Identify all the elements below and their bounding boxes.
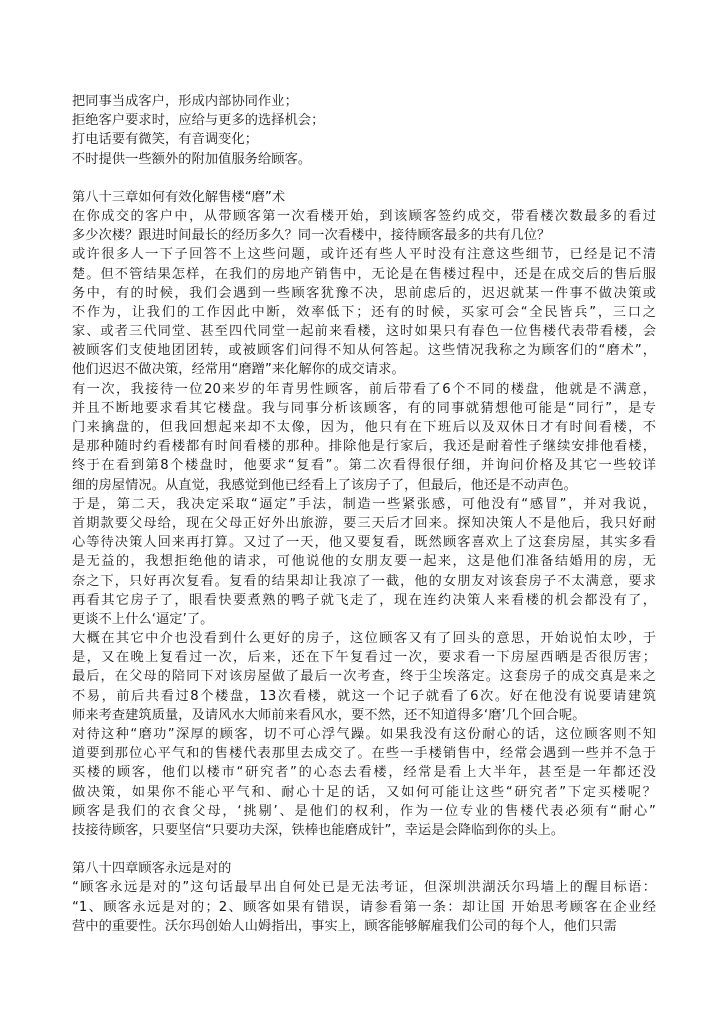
text-line: 奈之下，只好再次复看。复看的结果却让我凉了一截，他的女朋友对该套房子不太满意，要求 [72, 573, 656, 589]
chapter-83-title: 第八十三章如何有效化解售楼“磨”术 [72, 189, 286, 205]
text-line: 营中的重要性。沃尔玛创始人山姆指出，事实上，顾客能够解雇我们公司的每个人，他们只需 [72, 918, 617, 934]
chapter-83 [72, 188, 656, 840]
text-line: 是那种随时约看楼都有时间看楼的那种。排除他是行家后，我还是耐着性子继续安排他看楼， [72, 439, 656, 455]
text-line: 在你成交的客户中，从带顾客第一次看楼开始，到该顾客签约成交，带看楼次数最多的看过 [72, 208, 656, 224]
text-line: 或许很多人一下子回答不上这些问题，或许还有些人平时没有注意这些细节，已经是记不清 [72, 247, 656, 263]
text-line: 道要到那位心平气和的售楼代表那里去成交了。在些一手楼销售中，经常会遇到一些并不急于 [72, 746, 656, 762]
text-line: 技接待顾客，只要坚信“只要功夫深，铁棒也能磨成针”，幸运是会降临到你的头上。 [72, 822, 565, 838]
text-line: 细的房屋情况。从直觉，我感觉到他已经看上了该房子了，但最后，他还是不动声色。 [72, 477, 577, 493]
text-line: 再看其它房子了，眼看快要煮熟的鸭子就飞走了，现在连约决策人来看楼的机会都没有了， [72, 592, 656, 608]
text-line: 是无益的，我想拒绝他的请求，可他说他的女朋友要一起来，这是他们准备结婚用的房，无 [72, 554, 656, 570]
text-line: 心等待决策人回来再打算。又过了一天，他又要复看，既然顾客喜欢上了这套房屋，其实多看 [72, 535, 656, 551]
text-line: 有一次，我接待一位20来岁的年青男性顾客，前后带看了6个不同的楼盘，他就是不满意， [72, 381, 656, 397]
tip-line: 拒绝客户要求时，应给与更多的选择机会； [72, 113, 325, 129]
text-line: 终于在看到第8个楼盘时，他要求“复看”。第二次看得很仔细，并询问价格及其它一些较详 [72, 458, 656, 474]
text-line: 顾客是我们的衣食父母，‘挑剔’、是他们的权利，作为一位专业的售楼代表必须有“耐心” [72, 803, 656, 819]
text-line: 对待这种“磨功”深厚的顾客，切不可心浮气躁。如果我没有这份耐心的话，这位顾客则不知 [72, 727, 656, 742]
text-line: “1、顾客永远是对的；2、顾客如果有错误，请参看第一条：却让国 开始思考顾客在企业经 [72, 899, 656, 915]
tips-list [72, 92, 656, 169]
text-line: 最后，在父母的陪同下对该房屋做了最后一次考查，终于尘埃落定。这套房子的成交真是来之 [72, 669, 656, 685]
chapter-84 [72, 859, 656, 936]
text-line: 做决策，如果你不能心平气和、耐心十足的话，又如何可能让这些“研究者”下定买楼呢？ [72, 784, 656, 800]
text-line: 买楼的顾客，他们以楼市“研究者”的心态去看楼，经常是看上大半年，甚至是一年都还没 [72, 765, 656, 781]
text-line: 并且不断地要求看其它楼盘。我与同事分析该顾客，有的同事就猜想他可能是“同行”，是专 [72, 400, 656, 416]
text-line: 于是，第二天，我决定采取“逼定”手法，制造一些紧张感，可他没有“感冒”，并对我说， [72, 496, 656, 512]
text-line: 不作为，让我们的工作因此中断，效率低下；还有的时候，买家可会“全民皆兵”，三口之 [72, 304, 656, 320]
text-line: 大概在其它中介也没看到什么更好的房子，这位顾客又有了回头的意思，开始说怕太吵，于 [72, 631, 656, 647]
paragraph-gap [72, 169, 656, 188]
text-line: 不易，前后共看过8个楼盘，13次看楼，就这一个记子就看了6次。好在他没有说要请建筑 [72, 688, 656, 704]
text-line: “顾客永远是对的”这句话最早出自何处已是无法考证，但深圳洪湖沃尔玛墙上的醒目标语： [72, 880, 656, 896]
tip-line: 打电话要有微笑，有音调变化； [72, 132, 259, 148]
text-line: 多少次楼？跟进时间最长的经历多久？同一次看楼中，接待顾客最多的共有几位？ [72, 228, 551, 244]
text-line: 楚。但不管结果怎样，在我们的房地产销售中，无论是在售楼过程中，还是在成交后的售后服 [72, 266, 656, 282]
chapter-84-title: 第八十四章顾客永远是对的 [72, 861, 232, 877]
text-line: 是，又在晚上复看过一次，后来，还在下午复看过一次，要求看一下房屋西晒是否很厉害； [72, 650, 656, 666]
text-line: 被顾客们支使地团团转，或被顾客们问得不知从何答起。这些情况我称之为顾客们的“磨术”， [72, 343, 656, 359]
text-line: 他们迟迟不做决策，经常用“磨蹭”来化解你的成交请求。 [72, 362, 405, 378]
chapter-83-body [72, 207, 656, 840]
text-line: 务中，有的时候，我们会遇到一些顾客犹豫不决，思前虑后的，迟迟就某一件事不做决策或 [72, 285, 656, 301]
text-line: 首期款要父母给，现在父母正好外出旅游，要三天后才回来。探知决策人不是他后，我只好耐 [72, 515, 656, 531]
text-line: 更谈不上什么‘逼定’了。 [72, 611, 214, 627]
tip-line: 不时提供一些额外的附加值服务给顾客。 [72, 151, 312, 167]
text-line: 家、或者三代同堂、甚至四代同堂一起前来看楼，这时如果只有春色一位售楼代表带看楼，会 [72, 324, 656, 340]
document-page [72, 92, 656, 936]
text-line: 师来考查建筑质量，及请风水大师前来看风水，要不然，还不知道得多‘磨’几个回合呢。 [72, 707, 586, 723]
tip-line: 把同事当成客户，形成内部协同作业； [72, 94, 298, 109]
chapter-84-body [72, 878, 656, 936]
text-line: 门来擒盘的，但我回想起来却不太像，因为，他只有在下班后以及双休日才有时间看楼，不 [72, 420, 656, 435]
paragraph-gap [72, 840, 656, 859]
